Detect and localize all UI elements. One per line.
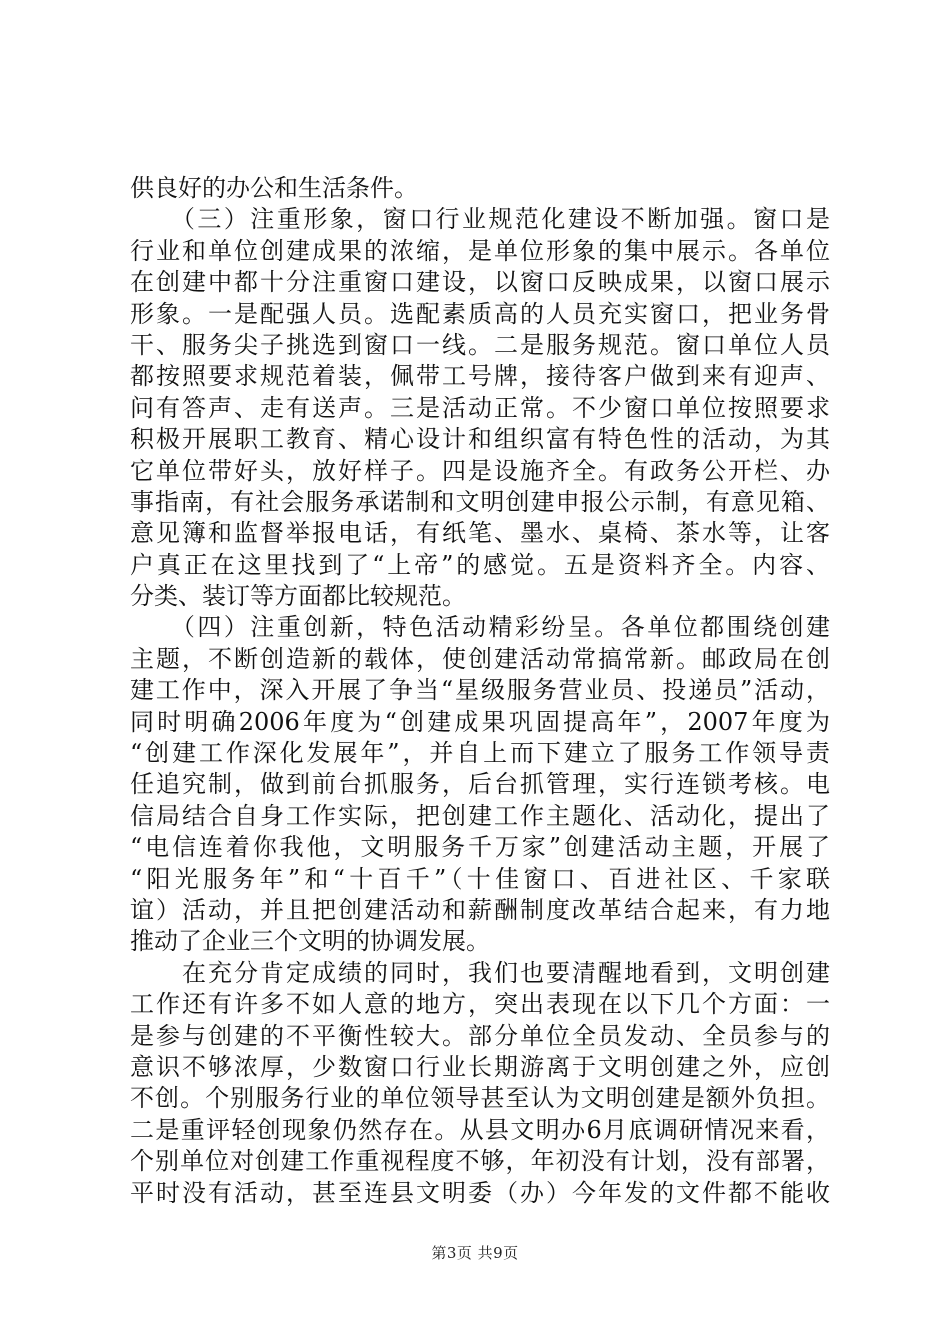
text-line: （三）注重形象，窗口行业规范化建设不断加强。窗口是 — [130, 205, 830, 234]
text-line: 它单位带好头，放好样子。四是设施齐全。有政务公开栏、办 — [130, 456, 830, 485]
text-line: 供良好的办公和生活条件。 — [130, 174, 418, 202]
text-line: “创建工作深化发展年”，并自上而下建立了服务工作领导责 — [130, 739, 830, 768]
text-line: 分类、装订等方面都比较规范。 — [130, 582, 466, 611]
text-line: 户真正在这里找到了“上帝”的感觉。五是资料齐全。内容、 — [130, 550, 830, 579]
text-line: 干、服务尖子挑选到窗口一线。二是服务规范。窗口单位人员 — [130, 330, 830, 359]
text-line: 工作还有许多不如人意的地方，突出表现在以下几个方面：一 — [130, 990, 830, 1019]
page-number-footer: 第3页 共9页 — [431, 1244, 519, 1262]
text-line: 信局结合自身工作实际，把创建工作主题化、活动化，提出了 — [130, 801, 830, 830]
text-line: 同时明确2006年度为“创建成果巩固提高年”，2007年度为 — [130, 707, 830, 736]
text-line: 都按照要求规范着装，佩带工号牌，接待客户做到来有迎声、 — [130, 362, 830, 391]
text-line: 谊）活动，并且把创建活动和薪酬制度改革结合起来，有力地 — [130, 895, 830, 924]
text-line: 推动了企业三个文明的协调发展。 — [130, 927, 490, 956]
text-line: 二是重评轻创现象仍然存在。从县文明办6月底调研情况来看， — [130, 1115, 830, 1144]
text-line: 任追究制，做到前台抓服务，后台抓管理，实行连锁考核。电 — [130, 770, 830, 799]
text-line: 形象。一是配强人员。选配素质高的人员充实窗口，把业务骨 — [130, 299, 830, 328]
text-line: 事指南，有社会服务承诺制和文明创建申报公示制，有意见箱、 — [130, 487, 830, 516]
text-line: 在创建中都十分注重窗口建设，以窗口反映成果，以窗口展示 — [130, 268, 830, 297]
text-line: 在充分肯定成绩的同时，我们也要清醒地看到，文明创建 — [130, 958, 830, 987]
text-line: 积极开展职工教育、精心设计和组织富有特色性的活动，为其 — [130, 425, 830, 454]
text-line: 个别单位对创建工作重视程度不够，年初没有计划，没有部署， — [130, 1147, 830, 1176]
text-line: “阳光服务年”和“十百千”（十佳窗口、百进社区、千家联 — [130, 864, 830, 893]
text-line: 意识不够浓厚，少数窗口行业长期游离于文明创建之外，应创 — [130, 1052, 830, 1081]
text-line: 平时没有活动，甚至连县文明委（办）今年发的文件都不能收 — [130, 1178, 830, 1207]
text-line: “电信连着你我他，文明服务千万家”创建活动主题，开展了 — [130, 833, 830, 862]
body-text — [130, 173, 830, 1209]
text-line: 主题，不断创造新的载体，使创建活动常搞常新。邮政局在创 — [130, 644, 830, 673]
text-line: 意见簿和监督举报电话，有纸笔、墨水、桌椅、茶水等，让客 — [130, 519, 830, 548]
text-line: （四）注重创新，特色活动精彩纷呈。各单位都围绕创建 — [130, 613, 830, 642]
text-line: 建工作中，深入开展了争当“星级服务营业员、投递员”活动， — [130, 676, 830, 705]
text-line: 行业和单位创建成果的浓缩，是单位形象的集中展示。各单位 — [130, 236, 830, 265]
text-line: 是参与创建的不平衡性较大。部分单位全员发动、全员参与的 — [130, 1021, 830, 1050]
text-line: 不创。个别服务行业的单位领导甚至认为文明创建是额外负担。 — [130, 1084, 830, 1113]
text-line: 问有答声、走有送声。三是活动正常。不少窗口单位按照要求 — [130, 393, 830, 422]
